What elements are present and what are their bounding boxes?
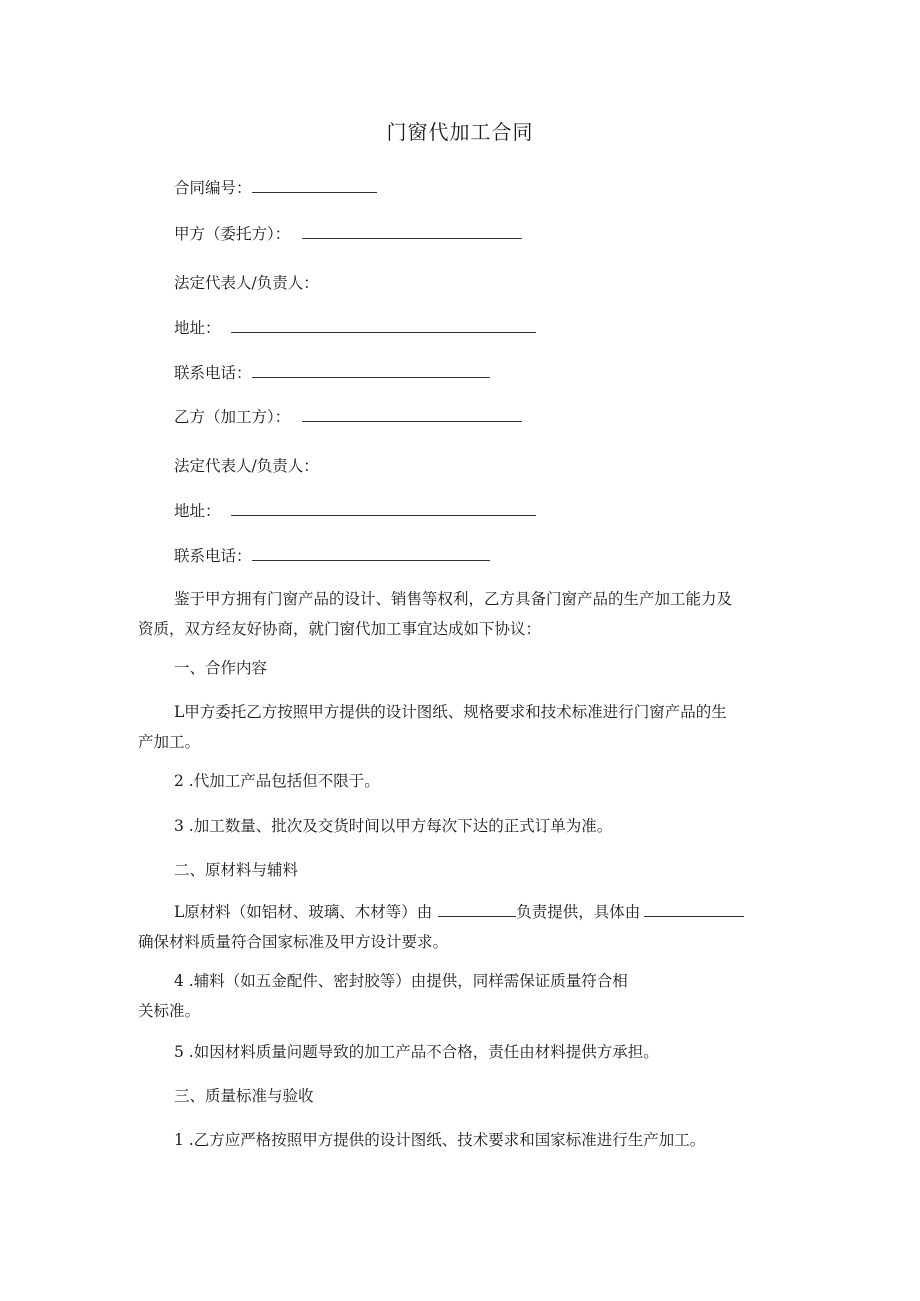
- section-2-item-5: 5 .如因材料质量问题导致的加工产品不合格，责任由材料提供方承担。: [174, 1043, 659, 1061]
- section-2-item-4-line-2: 关标准。: [138, 1002, 201, 1020]
- party-b-blank: [302, 406, 522, 422]
- preamble-line-1: 鉴于甲方拥有门窗产品的设计、销售等权利，乙方具备门窗产品的生产加工能力及: [174, 590, 733, 608]
- section-2-item-1-line-2: 确保材料质量符合国家标准及甲方设计要求。: [138, 933, 449, 951]
- party-a-address-field: [174, 317, 536, 339]
- party-b-phone-label: 联系电话：: [174, 547, 252, 565]
- section-2-item-4: [138, 966, 783, 1026]
- section-3-heading: 三、质量标准与验收: [174, 1087, 314, 1105]
- section-2-item-1-text-a: L原材料（如铝材、玻璃、木材等）由: [174, 903, 433, 921]
- preamble-line-2: 资质，双方经友好协商，就门窗代加工事宜达成如下协议：: [138, 620, 542, 638]
- party-a-address-blank: [231, 317, 536, 333]
- party-a-label: 甲方（委托方）：: [174, 225, 291, 243]
- party-b-address-blank: [231, 500, 536, 516]
- contract-number-label: 合同编号：: [174, 179, 252, 197]
- party-a-phone-blank: [252, 362, 490, 378]
- party-b-label: 乙方（加工方）：: [174, 408, 291, 426]
- party-a-blank: [302, 223, 522, 239]
- contract-number-blank: [252, 177, 377, 193]
- section-1-item-2: 2 .代加工产品包括但不限于。: [174, 772, 380, 790]
- party-b-address-label: 地址：: [174, 502, 221, 520]
- section-1-item-3: 3 .加工数量、批次及交货时间以甲方每次下达的正式订单为准。: [174, 817, 613, 835]
- party-b-field: [174, 406, 522, 428]
- party-a-phone-label: 联系电话：: [174, 364, 252, 382]
- section-1-item-1: [138, 697, 783, 757]
- party-a-representative-label: 法定代表人/负责人：: [174, 274, 319, 292]
- section-2-item-1-text-b: 负责提供，具体由: [516, 903, 641, 921]
- preamble-paragraph: [138, 584, 783, 644]
- section-1-item-1-line-2: 产加工。: [138, 733, 201, 751]
- party-a-phone-field: [174, 362, 490, 384]
- section-1-item-1-line-1: L甲方委托乙方按照甲方提供的设计图纸、规格要求和技术标准进行门窗产品的生: [174, 703, 727, 721]
- party-a-address-label: 地址：: [174, 319, 221, 337]
- section-2-item-1-line-1: [138, 897, 783, 927]
- section-2-item-1: [138, 897, 783, 957]
- section-2-heading: 二、原材料与辅料: [174, 861, 299, 879]
- contract-number-field: [174, 177, 377, 199]
- material-responsible-blank: [644, 901, 744, 917]
- party-b-phone-field: [174, 545, 490, 567]
- material-provider-blank: [438, 901, 516, 917]
- section-3-item-1: 1 .乙方应严格按照甲方提供的设计图纸、技术要求和国家标准进行生产加工。: [174, 1131, 706, 1149]
- party-a-representative-field: [174, 272, 319, 294]
- party-b-phone-blank: [252, 545, 490, 561]
- document-title: 门窗代加工合同: [386, 120, 534, 144]
- section-2-item-4-line-1: 4 .辅料（如五金配件、密封胶等）由提供，同样需保证质量符合相: [174, 972, 628, 990]
- party-b-representative-field: [174, 455, 319, 477]
- party-b-address-field: [174, 500, 536, 522]
- section-1-heading: 一、合作内容: [174, 659, 268, 677]
- party-a-field: [174, 223, 522, 245]
- party-b-representative-label: 法定代表人/负责人：: [174, 457, 319, 475]
